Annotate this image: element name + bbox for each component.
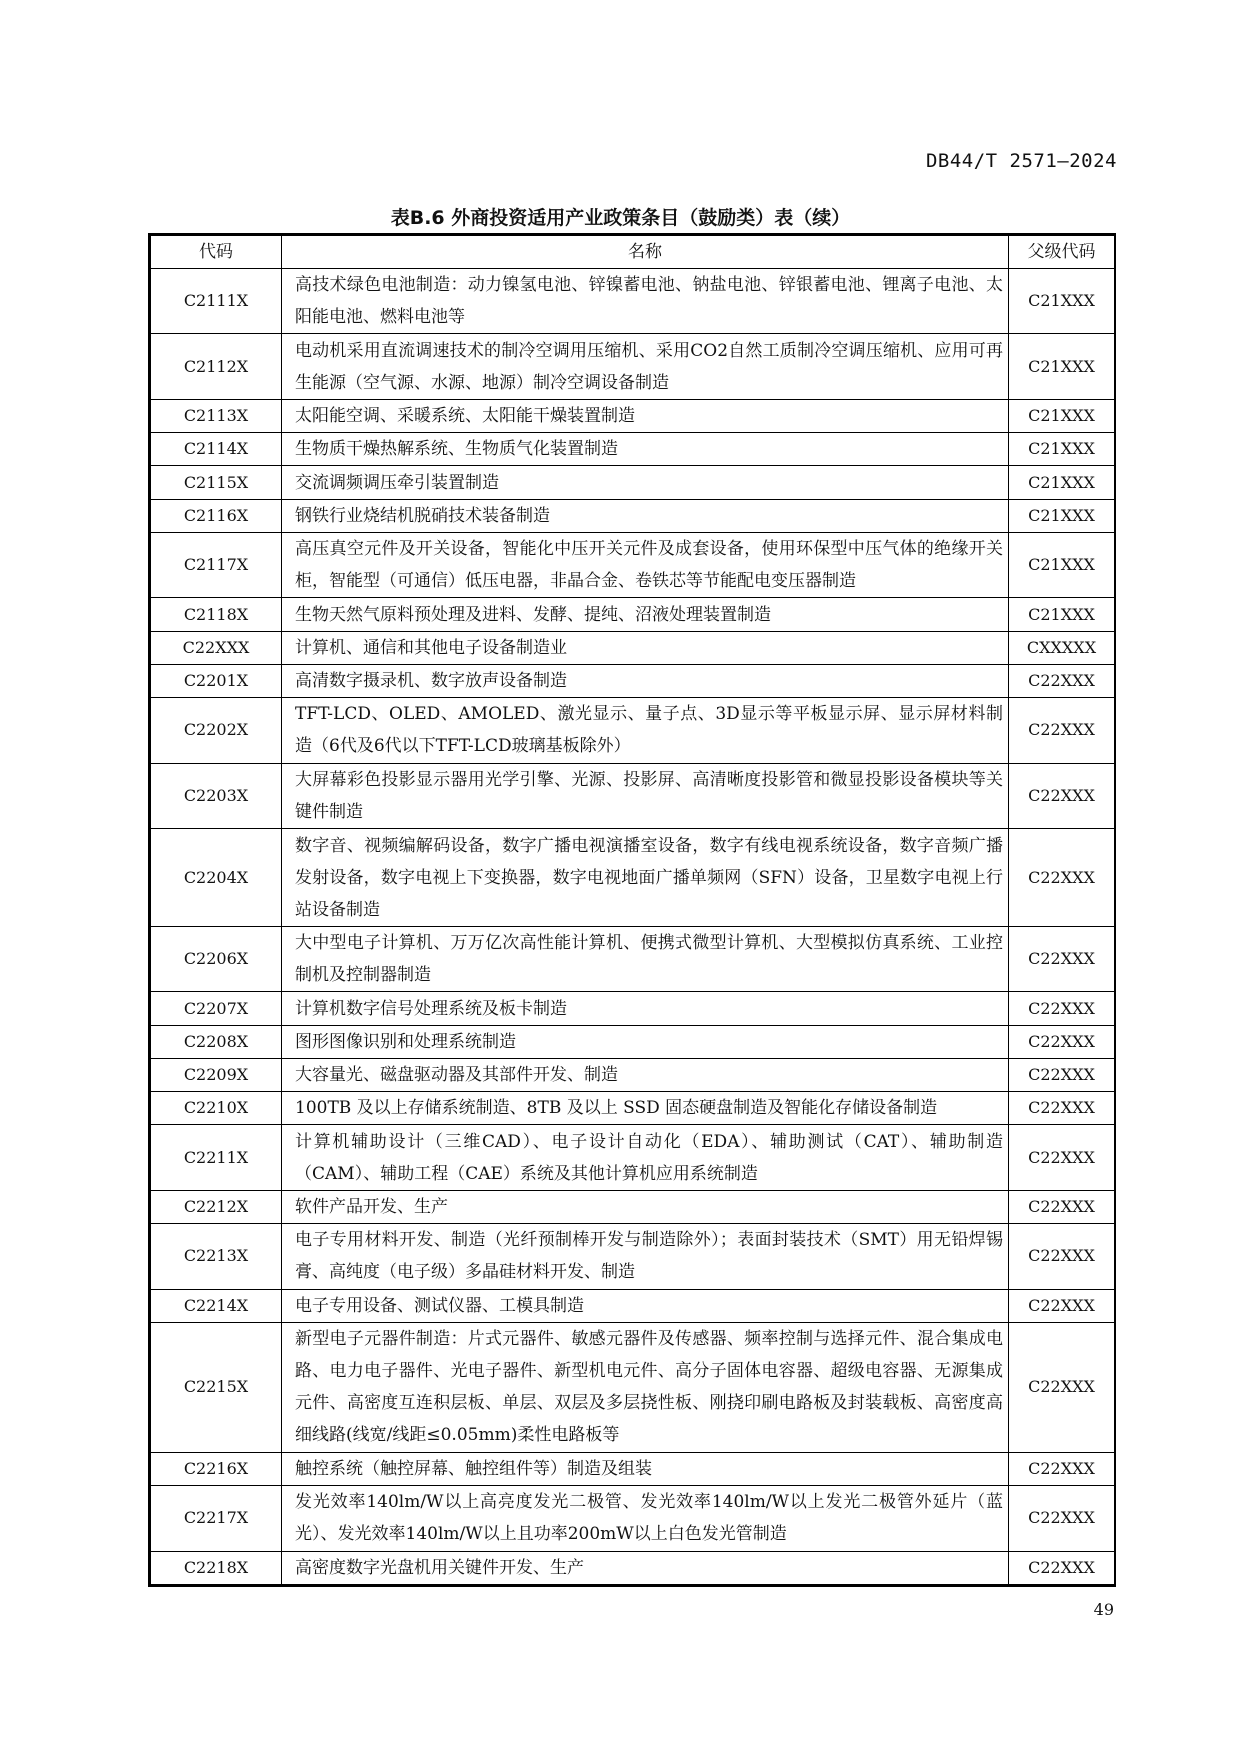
row-code: C2214X (151, 1289, 282, 1322)
row-parent-code: C21XXX (1009, 433, 1115, 466)
table-row (151, 433, 1115, 466)
row-code: C2204X (151, 829, 282, 927)
row-name: 软件产品开发、生产 (282, 1190, 1009, 1223)
row-code: C2112X (151, 334, 282, 399)
row-parent-code: C22XXX (1009, 1058, 1115, 1091)
table-row (151, 532, 1115, 597)
table-row (151, 763, 1115, 828)
page-number: 49 (1093, 1600, 1114, 1619)
row-name: 大中型电子计算机、万万亿次高性能计算机、便携式微型计算机、大型模拟仿真系统、工业控制机及控制器制造 (282, 926, 1009, 991)
row-parent-code: C21XXX (1009, 598, 1115, 631)
row-parent-code: C22XXX (1009, 1452, 1115, 1485)
row-code: C2210X (151, 1092, 282, 1125)
row-parent-code: C22XXX (1009, 763, 1115, 828)
table-row (151, 1058, 1115, 1091)
row-code: C2215X (151, 1322, 282, 1452)
row-name: 发光效率140lm/W以上高亮度发光二极管、发光效率140lm/W以上发光二极管外延片（蓝光）、发光效率140lm/W以上且功率200mW以上白色发光管制造 (282, 1486, 1009, 1551)
row-name: 计算机、通信和其他电子设备制造业 (282, 631, 1009, 664)
document-id: DB44/T 2571—2024 (925, 150, 1117, 172)
row-name: 高技术绿色电池制造：动力镍氢电池、锌镍蓄电池、钠盐电池、锌银蓄电池、锂离子电池、太阳能电池、燃料电池等 (282, 269, 1009, 334)
row-code: C2206X (151, 926, 282, 991)
table-row (151, 926, 1115, 991)
row-name: 数字音、视频编解码设备，数字广播电视演播室设备，数字有线电视系统设备，数字音频广播发射设备，数字电视上下变换器，数字电视地面广播单频网（SFN）设备，卫星数字电视上行站设备制造 (282, 829, 1009, 927)
table-row (151, 1025, 1115, 1058)
table-row (151, 1486, 1115, 1551)
row-parent-code: C21XXX (1009, 334, 1115, 399)
row-name: 触控系统（触控屏幕、触控组件等）制造及组装 (282, 1452, 1009, 1485)
row-code: C2216X (151, 1452, 282, 1485)
table-row (151, 334, 1115, 399)
table-row (151, 1190, 1115, 1223)
table-row (151, 598, 1115, 631)
row-name: 新型电子元器件制造：片式元器件、敏感元器件及传感器、频率控制与选择元件、混合集成电路、电力电子器件、光电子器件、新型机电元件、高分子固体电容器、超级电容器、无源集成元件、高密度互连积层板、单层、双层及多层挠性板、刚挠印刷电路板及封装载板、高密度高细线路(线宽/线距≤0.05mm)柔性电路板等 (282, 1322, 1009, 1452)
row-parent-code: C22XXX (1009, 1224, 1115, 1289)
row-parent-code: C21XXX (1009, 269, 1115, 334)
row-parent-code: C22XXX (1009, 698, 1115, 763)
table-row (151, 466, 1115, 499)
table-caption: 表B.6 外商投资适用产业政策条目（鼓励类）表（续） (390, 207, 851, 229)
row-code: C2202X (151, 698, 282, 763)
table-row (151, 664, 1115, 697)
row-name: 生物质干燥热解系统、生物质气化装置制造 (282, 433, 1009, 466)
row-parent-code: C22XXX (1009, 1322, 1115, 1452)
row-parent-code: C22XXX (1009, 664, 1115, 697)
row-name: 图形图像识别和处理系统制造 (282, 1025, 1009, 1058)
industry-table (148, 233, 1116, 1587)
row-name: 电子专用材料开发、制造（光纤预制棒开发与制造除外）；表面封装技术（SMT）用无铅焊锡膏、高纯度（电子级）多晶硅材料开发、制造 (282, 1224, 1009, 1289)
row-name: 计算机数字信号处理系统及板卡制造 (282, 992, 1009, 1025)
row-name: 生物天然气原料预处理及进料、发酵、提纯、沼液处理装置制造 (282, 598, 1009, 631)
table-row (151, 631, 1115, 664)
row-code: C2203X (151, 763, 282, 828)
row-code: C2111X (151, 269, 282, 334)
row-name: 钢铁行业烧结机脱硝技术装备制造 (282, 499, 1009, 532)
table-row (151, 499, 1115, 532)
table-row (151, 992, 1115, 1025)
row-code: C2115X (151, 466, 282, 499)
row-parent-code: C22XXX (1009, 1289, 1115, 1322)
row-parent-code: C22XXX (1009, 1551, 1115, 1584)
row-code: C2211X (151, 1125, 282, 1190)
row-parent-code: C22XXX (1009, 1025, 1115, 1058)
row-parent-code: C21XXX (1009, 499, 1115, 532)
row-code: C2218X (151, 1551, 282, 1584)
row-name: 大容量光、磁盘驱动器及其部件开发、制造 (282, 1058, 1009, 1091)
column-header-name: 名称 (282, 236, 1009, 269)
row-code: C2113X (151, 399, 282, 432)
row-name: 大屏幕彩色投影显示器用光学引擎、光源、投影屏、高清晰度投影管和微显投影设备模块等关键件制造 (282, 763, 1009, 828)
row-code: C2213X (151, 1224, 282, 1289)
row-code: C2217X (151, 1486, 282, 1551)
table-row (151, 698, 1115, 763)
row-parent-code: C22XXX (1009, 1190, 1115, 1223)
table-row (151, 269, 1115, 334)
table-row (151, 1289, 1115, 1322)
row-name: 电子专用设备、测试仪器、工模具制造 (282, 1289, 1009, 1322)
row-parent-code: C22XXX (1009, 829, 1115, 927)
row-parent-code: C22XXX (1009, 1125, 1115, 1190)
row-parent-code: C22XXX (1009, 926, 1115, 991)
table-row (151, 1092, 1115, 1125)
row-parent-code: C22XXX (1009, 992, 1115, 1025)
table-row (151, 829, 1115, 927)
row-name: 高密度数字光盘机用关键件开发、生产 (282, 1551, 1009, 1584)
row-code: C2209X (151, 1058, 282, 1091)
table-row (151, 1322, 1115, 1452)
row-name: 太阳能空调、采暖系统、太阳能干燥装置制造 (282, 399, 1009, 432)
row-code: C2114X (151, 433, 282, 466)
row-parent-code: C21XXX (1009, 399, 1115, 432)
row-code: C2201X (151, 664, 282, 697)
row-name: 100TB 及以上存储系统制造、8TB 及以上 SSD 固态硬盘制造及智能化存储设备制造 (282, 1092, 1009, 1125)
column-header-code: 代码 (151, 236, 282, 269)
table-row (151, 399, 1115, 432)
row-parent-code: C21XXX (1009, 466, 1115, 499)
row-code: C2208X (151, 1025, 282, 1058)
row-name: 计算机辅助设计（三维CAD）、电子设计自动化（EDA）、辅助测试（CAT）、辅助制造（CAM）、辅助工程（CAE）系统及其他计算机应用系统制造 (282, 1125, 1009, 1190)
table-row (151, 1125, 1115, 1190)
table-row (151, 1551, 1115, 1584)
table-row (151, 1452, 1115, 1485)
row-parent-code: C22XXX (1009, 1092, 1115, 1125)
row-code: C2116X (151, 499, 282, 532)
row-parent-code: C21XXX (1009, 532, 1115, 597)
row-name: 高压真空元件及开关设备，智能化中压开关元件及成套设备，使用环保型中压气体的绝缘开关柜，智能型（可通信）低压电器，非晶合金、卷铁芯等节能配电变压器制造 (282, 532, 1009, 597)
row-name: TFT-LCD、OLED、AMOLED、激光显示、量子点、3D显示等平板显示屏、显示屏材料制造（6代及6代以下TFT-LCD玻璃基板除外） (282, 698, 1009, 763)
row-code: C2118X (151, 598, 282, 631)
row-code: C2207X (151, 992, 282, 1025)
row-parent-code: CXXXXX (1009, 631, 1115, 664)
column-header-parent: 父级代码 (1009, 236, 1115, 269)
row-parent-code: C22XXX (1009, 1486, 1115, 1551)
row-code: C2212X (151, 1190, 282, 1223)
row-code: C22XXX (151, 631, 282, 664)
row-code: C2117X (151, 532, 282, 597)
row-name: 交流调频调压牵引装置制造 (282, 466, 1009, 499)
row-name: 电动机采用直流调速技术的制冷空调用压缩机、采用CO2自然工质制冷空调压缩机、应用可再生能源（空气源、水源、地源）制冷空调设备制造 (282, 334, 1009, 399)
row-name: 高清数字摄录机、数字放声设备制造 (282, 664, 1009, 697)
table-row (151, 1224, 1115, 1289)
